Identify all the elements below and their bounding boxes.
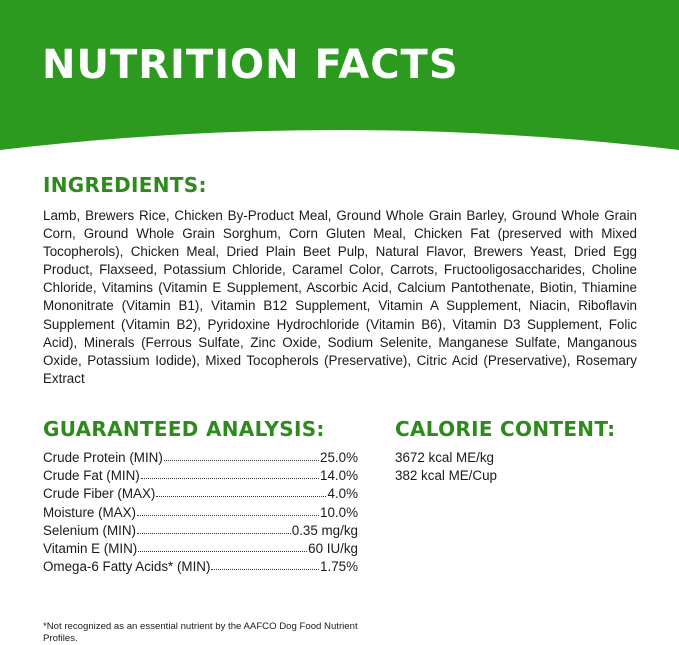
guaranteed-analysis-heading: GUARANTEED ANALYSIS: — [43, 417, 325, 441]
dot-leader — [137, 523, 291, 534]
analysis-row — [43, 504, 358, 522]
analysis-row — [43, 522, 358, 540]
dot-leader — [164, 450, 319, 461]
dot-leader — [156, 486, 326, 497]
analysis-value: 10.0% — [320, 504, 358, 520]
dot-leader — [137, 505, 319, 516]
analysis-row — [43, 467, 358, 485]
analysis-row — [43, 449, 358, 467]
analysis-label: Omega-6 Fatty Acids* (MIN) — [43, 559, 211, 575]
analysis-value: 14.0% — [320, 468, 358, 484]
calorie-content-list — [395, 449, 497, 485]
ingredients-text: Lamb, Brewers Rice, Chicken By-Product Meal, Ground Whole Grain Barley, Ground Whole Grain Corn, Ground Whole Grain Sorghum, Corn Gluten Meal, Chicken Fat (preserved with Mixed Tocopherols), Chicken Meal, Dried Plain Beet Pulp, Natural Flavor, Brewers Yeast, Dried Egg Product, Flaxseed, Potassium Chloride, Caramel Color, Carrots, Fructooligosaccharides, Choline Chloride, Vitamins (Vitamin E Supplement, Ascorbic Acid, Calcium Pantothenate, Biotin, Thiamine Mononitrate (Vitamin B1), Vitamin B12 Supplement, Vitamin A Supplement, Niacin, Riboflavin Supplement (Vitamin B2), Pyridoxine Hydrochloride (Vitamin B6), Vitamin D3 Supplement, Folic Acid), Minerals (Ferrous Sulfate, Zinc Oxide, Sodium Selenite, Manganese Sulfate, Manganous Oxide, Potassium Iodide), Mixed Tocopherols (Preservative), Citric Acid (Preservative), Rosemary Extract — [43, 208, 637, 386]
calorie-line: 3672 kcal ME/kg — [395, 450, 494, 465]
ingredients-heading: INGREDIENTS: — [43, 173, 207, 197]
analysis-value: 60 IU/kg — [308, 541, 358, 557]
page-title: NUTRITION FACTS — [42, 42, 459, 88]
analysis-value: 0.35 mg/kg — [291, 522, 358, 538]
nutrition-facts-banner — [0, 0, 679, 160]
analysis-row — [43, 540, 358, 558]
guaranteed-analysis-table — [43, 449, 358, 576]
footnote: *Not recognized as an essential nutrient by the AAFCO Dog Food Nutrient Profiles. — [43, 621, 358, 644]
analysis-label: Vitamin E (MIN) — [43, 541, 138, 557]
analysis-value: 25.0% — [320, 450, 358, 465]
analysis-row — [43, 485, 358, 503]
analysis-value: 1.75% — [320, 559, 358, 575]
analysis-label: Crude Fiber (MAX) — [43, 486, 156, 502]
dot-leader — [141, 468, 319, 479]
analysis-label: Selenium (MIN) — [43, 522, 137, 538]
analysis-label: Crude Fat (MIN) — [43, 468, 140, 484]
dot-leader — [211, 559, 319, 570]
analysis-value: 4.0% — [327, 486, 358, 502]
analysis-label: Moisture (MAX) — [43, 504, 137, 520]
analysis-row — [43, 558, 358, 576]
calorie-line: 382 kcal ME/Cup — [395, 468, 497, 484]
analysis-label: Crude Protein (MIN) — [43, 450, 163, 465]
dot-leader — [138, 541, 307, 552]
calorie-content-heading: CALORIE CONTENT: — [395, 417, 616, 441]
